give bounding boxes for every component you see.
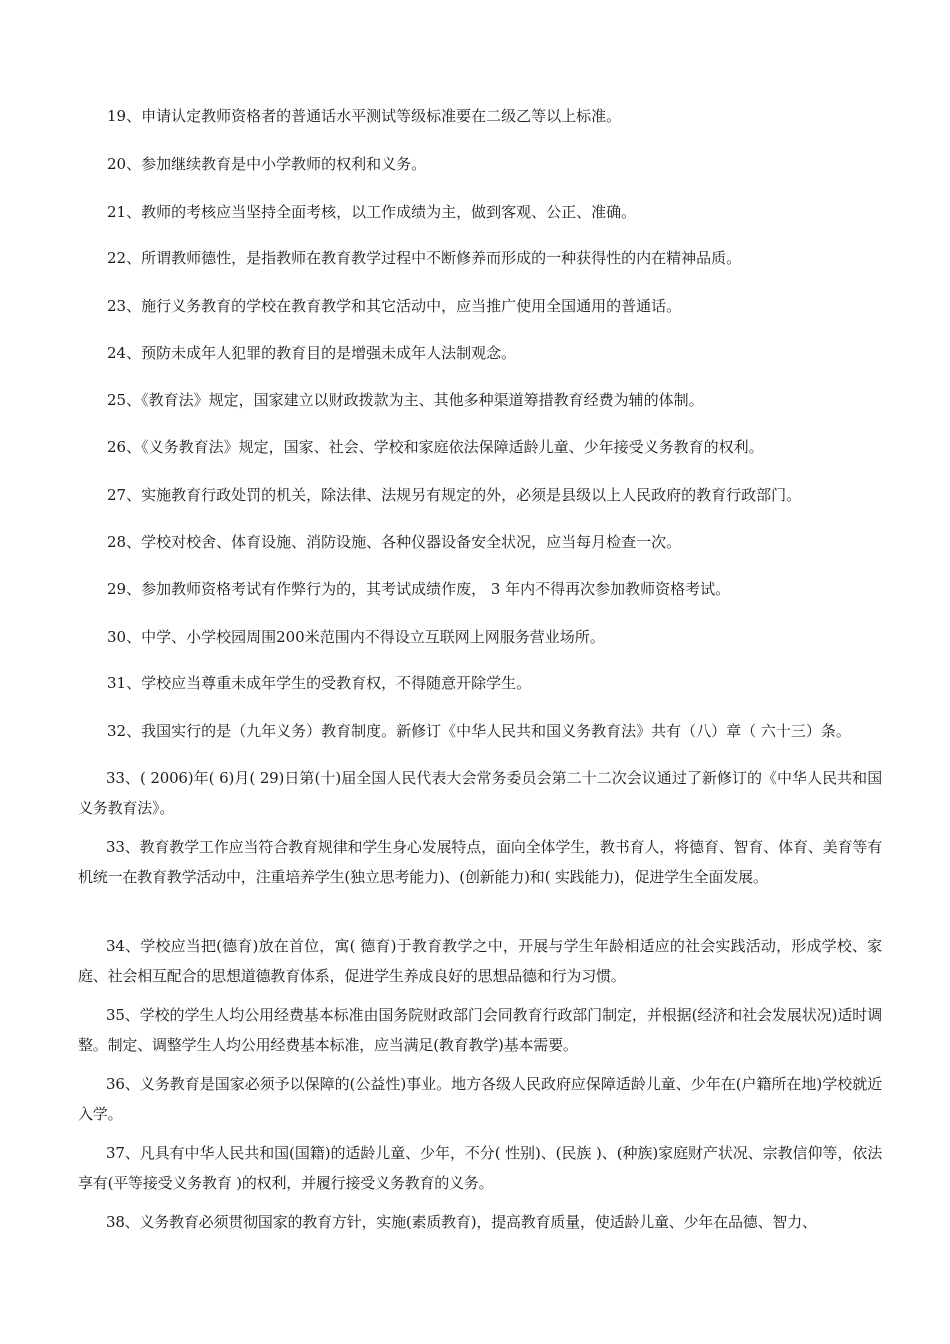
paragraph-35: 35、学校的学生人均公用经费基本标准由国务院财政部门会同教育行政部门制定，并根据(经济和社会发展状况)适时调整。制定、调整学生人均公用经费基本标准，应当满足(教育教学)基本需要。: [78, 1006, 882, 1054]
item-20: 20、参加继续教育是中小学教师的权利和义务。: [107, 155, 427, 173]
item-28: 28、学校对校舍、体育设施、消防设施、各种仪器设备安全状况，应当每月检查一次。: [107, 533, 682, 551]
paragraph-37: 37、凡具有中华人民共和国(国籍)的适龄儿童、少年，不分( 性别)、(民族 )、(种族)家庭财产状况、宗教信仰等，依法享有(平等接受义务教育 )的权利，并履行接受义务教育的义务。: [78, 1144, 882, 1192]
item-29: 29、参加教师资格考试有作弊行为的，其考试成绩作废， 3 年内不得再次参加教师资格考试。: [107, 580, 731, 598]
item-21: 21、教师的考核应当坚持全面考核，以工作成绩为主，做到客观、公正、准确。: [107, 203, 637, 221]
paragraph-38: 38、义务教育必须贯彻国家的教育方针，实施(素质教育)，提高教育质量，使适龄儿童、少年在品德、智力、: [106, 1213, 817, 1231]
paragraph-34: 34、学校应当把(德育)放在首位，寓( 德育)于教育教学之中，开展与学生年龄相适应的社会实践活动，形成学校、家庭、社会相互配合的思想道德教育体系，促进学生养成良好的思想品德和行为习惯。: [78, 937, 882, 985]
item-25: 25、《教育法》规定，国家建立以财政拨款为主、其他多种渠道筹措教育经费为辅的体制。: [107, 391, 704, 409]
item-32: 32、我国实行的是（九年义务）教育制度。新修订《中华人民共和国义务教育法》共有（八）章（ 六十三）条。: [107, 722, 851, 740]
item-31: 31、学校应当尊重未成年学生的受教育权，不得随意开除学生。: [107, 674, 532, 692]
item-27: 27、实施教育行政处罚的机关，除法律、法规另有规定的外，必须是县级以上人民政府的教育行政部门。: [107, 486, 802, 504]
item-24: 24、预防未成年人犯罪的教育目的是增强未成年人法制观念。: [107, 344, 517, 362]
item-30: 30、中学、小学校园周围200米范围内不得设立互联网上网服务营业场所。: [107, 628, 605, 646]
item-23: 23、施行义务教育的学校在教育教学和其它活动中，应当推广使用全国通用的普通话。: [107, 297, 682, 315]
item-19: 19、申请认定教师资格者的普通话水平测试等级标准要在二级乙等以上标准。: [107, 107, 622, 125]
paragraph-33b: 33、教育教学工作应当符合教育规律和学生身心发展特点，面向全体学生，教书育人，将德育、智育、体育、美育等有机统一在教育教学活动中，注重培养学生(独立思考能力)、(创新能力)和( 实践能力)，促进学生全面发展。: [78, 838, 882, 886]
paragraph-33a: 33、( 2006)年( 6)月( 29)日第(十)届全国人民代表大会常务委员会第二十二次会议通过了新修订的《中华人民共和国义务教育法》。: [78, 769, 882, 817]
item-26: 26、《义务教育法》规定，国家、社会、学校和家庭依法保障适龄儿童、少年接受义务教育的权利。: [107, 438, 764, 456]
item-22: 22、所谓教师德性，是指教师在教育教学过程中不断修养而形成的一种获得性的内在精神品质。: [107, 249, 742, 267]
paragraph-36: 36、义务教育是国家必须予以保障的(公益性)事业。地方各级人民政府应保障适龄儿童、少年在(户籍所在地)学校就近入学。: [78, 1075, 882, 1123]
